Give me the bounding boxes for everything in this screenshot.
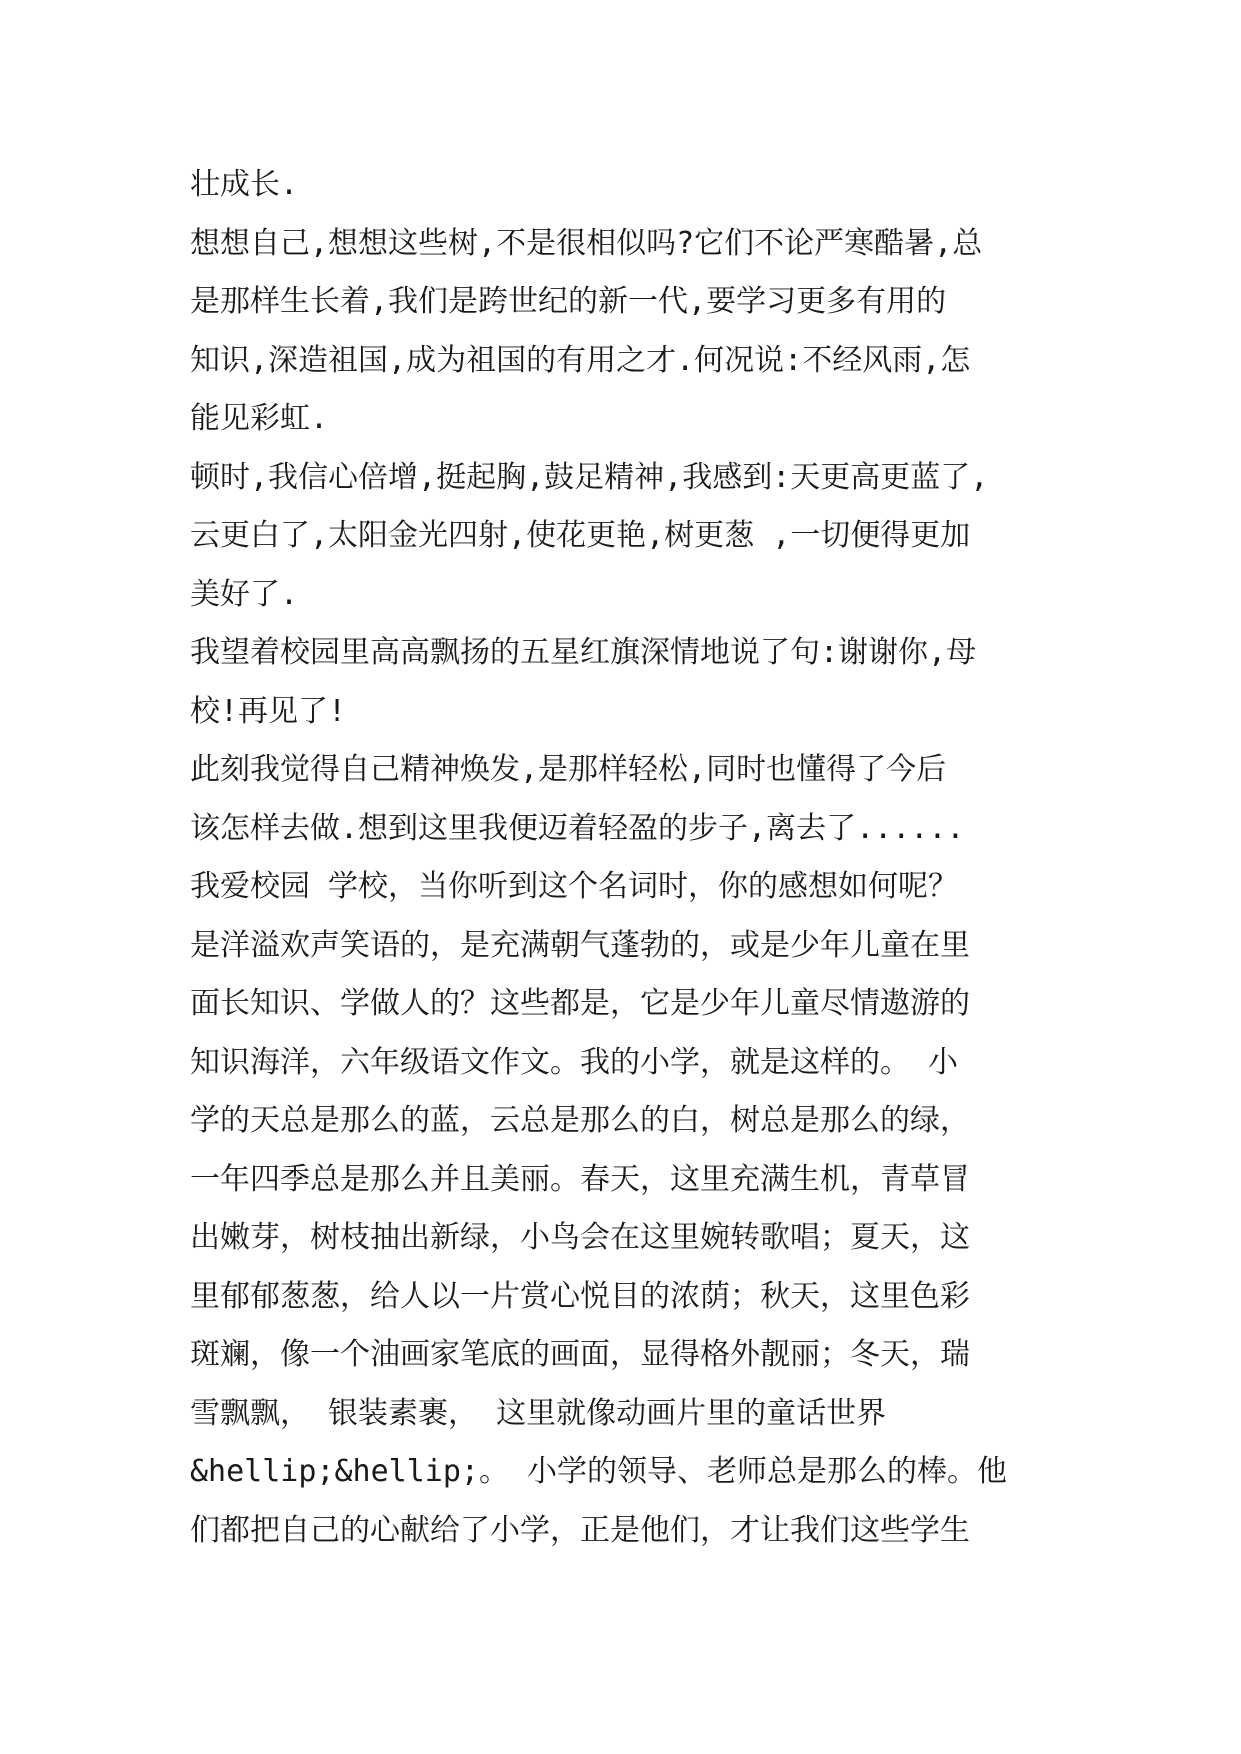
text-line: 美好了. <box>190 576 299 612</box>
text-line: 该怎样去做.想到这里我便迈着轻盈的步子,离去了...... <box>190 810 965 846</box>
text-line: 能见彩虹. <box>190 401 329 436</box>
text-line: 我望着校园里高高飘扬的五星红旗深情地说了句:谢谢你,母 <box>190 635 977 670</box>
text-line: 雪飘飘， 银装素裹， 这里就像动画片里的童话世界 <box>190 1395 887 1431</box>
body-text <box>190 156 1070 1560</box>
text-line: 知识海洋，六年级语文作文。我的小学，就是这样的。 小 <box>190 1044 959 1080</box>
text-line: 校!再见了! <box>190 693 347 729</box>
text-line: 云更白了,太阳金光四射,使花更艳,树更葱 ,一切便得更加 <box>190 518 971 553</box>
text-line: 里郁郁葱葱，给人以一片赏心悦目的浓荫；秋天，这里色彩 <box>190 1278 970 1314</box>
text-line: 我爱校园 学校，当你听到这个名词时，你的感想如何呢？ <box>190 869 959 904</box>
text-line: 学的天总是那么的蓝，云总是那么的白，树总是那么的绿， <box>190 1103 970 1138</box>
text-line: 是那样生长着,我们是跨世纪的新一代,要学习更多有用的 <box>190 284 947 319</box>
text-line: 们都把自己的心献给了小学，正是他们，才让我们这些学生 <box>190 1512 970 1548</box>
text-line: 出嫩芽，树枝抽出新绿，小鸟会在这里婉转歌唱；夏天，这 <box>190 1220 970 1255</box>
text-line: 斑斓，像一个油画家笔底的画面，显得格外靓丽；冬天，瑞 <box>190 1337 970 1372</box>
text-line: 壮成长. <box>190 167 299 202</box>
text-line: 此刻我觉得自己精神焕发,是那样轻松,同时也懂得了今后 <box>190 752 947 787</box>
text-line: 想想自己,想想这些树,不是很相似吗?它们不论严寒酷暑,总 <box>190 225 983 261</box>
text-line: 顿时,我信心倍增,挺起胸,鼓足精神,我感到:天更高更蓝了, <box>190 459 989 495</box>
text-line: &hellip;&hellip;。 小学的领导、老师总是那么的棒。他 <box>190 1454 1008 1489</box>
text-line: 是洋溢欢声笑语的，是充满朝气蓬勃的，或是少年儿童在里 <box>190 927 970 963</box>
text-line: 一年四季总是那么并且美丽。春天，这里充满生机，青草冒 <box>190 1161 970 1197</box>
text-line: 面长知识、学做人的？这些都是，它是少年儿童尽情遨游的 <box>190 986 970 1021</box>
text-line: 知识,深造祖国,成为祖国的有用之才.何况说:不经风雨,怎 <box>190 342 971 378</box>
